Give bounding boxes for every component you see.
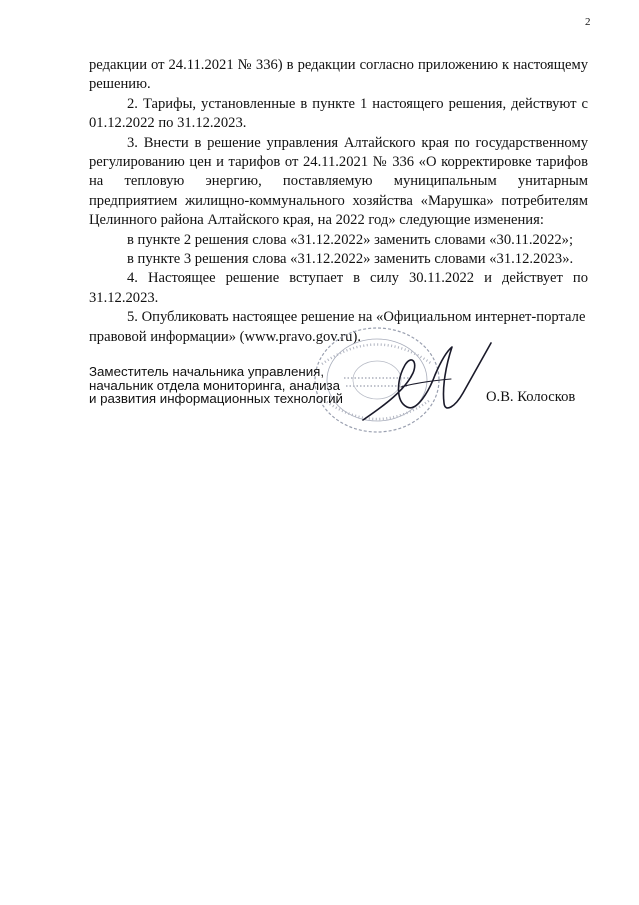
decision-text	[89, 56, 588, 347]
paragraph-continuation: редакции от 24.11.2021 № 336) в редакции согласно приложению к настоящему решению.	[89, 57, 588, 93]
paragraph-item-4: 4. Настоящее решение вступает в силу 30.11.2022 и действует по 31.12.2023.	[89, 270, 588, 306]
paragraph-item-3: 3. Внести в решение управления Алтайского края по государственному регулированию цен и тарифов от 24.11.2021 № 336 «О корректировке тарифов на тепловую энергию, поставляемую муниципальным унитарным предприятием жилищно-коммунального хозяйства «Марушка» потребителям Целинного района Алтайского края, на 2022 год» следующие изменения:	[89, 134, 588, 229]
paragraph-item-5: 5. Опубликовать настоящее решение на «Официальном интернет-портале правовой информации» (www.pravo.gov.ru).	[89, 309, 586, 345]
signatory-name: О.В. Колосков	[486, 389, 576, 405]
paragraph-change-2: в пункте 3 решения слова «31.12.2022» заменить словами «31.12.2023».	[127, 251, 574, 268]
signatory-position-line-2: начальник отдела мониторинга, анализа	[89, 377, 341, 393]
page-number: 2	[585, 16, 591, 28]
paragraph-change-1: в пункте 2 решения слова «31.12.2022» заменить словами «30.11.2022»;	[127, 231, 574, 248]
signature-block	[89, 365, 589, 406]
signatory-position-line-3: и развития информационных технологий	[89, 391, 343, 407]
paragraph-item-2: 2. Тарифы, установленные в пункте 1 настоящего решения, действуют с 01.12.2022 по 31.12.2023.	[89, 95, 588, 132]
signatory-position-line-1: Заместитель начальника управления,	[89, 364, 325, 379]
